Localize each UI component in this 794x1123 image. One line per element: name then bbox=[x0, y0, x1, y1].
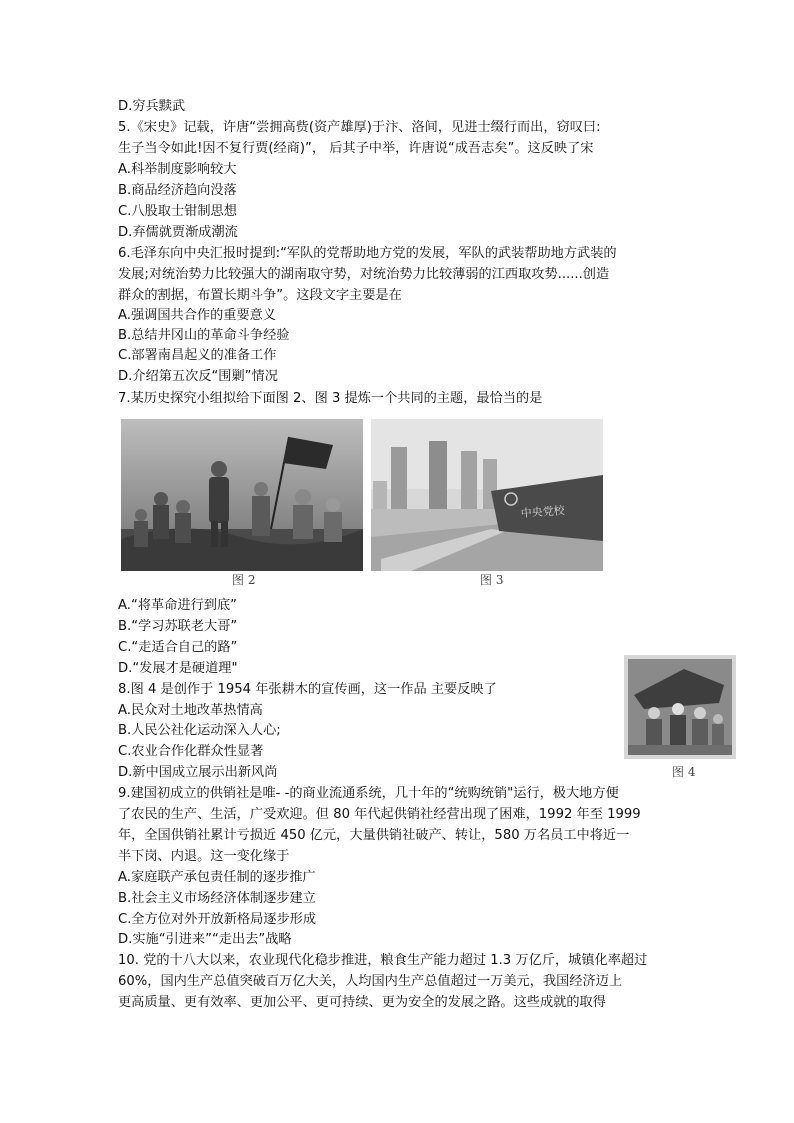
line-23: D.新中国成立展示出新风尚 bbox=[118, 765, 278, 780]
line-19: 8.图 4 是创作于 1954 年张耕木的宣传画，这一作品 主要反映了 bbox=[118, 682, 497, 697]
line-11: B.总结井冈山的革命斗争经验 bbox=[118, 328, 290, 343]
line-27: 半下岗、内退。这一变化缘于 bbox=[118, 849, 290, 864]
line-33: 60%，国内生产总值突破百万亿大关，人均国内生产总值超过一万美元，我国经济迈上 bbox=[118, 974, 623, 989]
line-7: 6.毛泽东向中央汇报时提到:“军队的党帮助地方党的发展，军队的武装帮助地方武装的 bbox=[118, 246, 617, 261]
figure-4-caption: 图 4 bbox=[672, 765, 696, 779]
figure-3-image bbox=[371, 419, 603, 571]
figure-2-painting bbox=[121, 419, 363, 571]
line-1: 5.《宋史》记载，许唐“尝拥高赀(资产雄厚)于汴、洛间，见进士缀行而出，窃叹曰: bbox=[118, 120, 601, 135]
line-6: D.弃儒就贾渐成潮流 bbox=[118, 225, 238, 240]
line-12: C.部署南昌起义的准备工作 bbox=[118, 348, 277, 363]
line-2: 生子当令如此!因不复行贾(经商)”， 后其子中举，许唐说“成吾志矣”。这反映了宋 bbox=[118, 141, 594, 156]
line-22: C.农业合作化群众性显著 bbox=[118, 744, 264, 759]
figure-3-sign-text: 中央党校 bbox=[520, 503, 566, 520]
line-20: A.民众对土地改革热情高 bbox=[118, 703, 263, 718]
line-21: B.人民公社化运动深入人心; bbox=[118, 723, 281, 738]
line-29: B.社会主义市场经济体制逐步建立 bbox=[118, 891, 316, 906]
line-34: 更高质量、更有效率、更加公平、更可持续、更为安全的发展之路。这些成就的取得 bbox=[118, 995, 606, 1010]
figure-4-poster bbox=[624, 655, 736, 759]
line-30: C.全方位对外开放新格局逐步形成 bbox=[118, 912, 317, 927]
figure-3-caption: 图 3 bbox=[480, 573, 504, 587]
line-0: D.穷兵黩武 bbox=[118, 99, 186, 114]
line-17: C.“走适合自己的路” bbox=[118, 640, 238, 655]
line-9: 群众的割据，布置长期斗争”。这段文字主要是在 bbox=[118, 288, 402, 303]
line-15: A.“将革命进行到底” bbox=[118, 598, 237, 613]
line-28: A.家庭联产承包责任制的逐步推广 bbox=[118, 870, 316, 885]
line-8: 发展;对统治势力比较强大的湖南取守势，对统治势力比较薄弱的江西取攻势......创造 bbox=[118, 267, 610, 282]
line-14: 7.某历史探究小组拟给下面图 2、图 3 提炼一个共同的主题，最恰当的是 bbox=[118, 391, 543, 406]
figure-2-image bbox=[121, 419, 363, 571]
line-16: B.“学习苏联老大哥” bbox=[118, 619, 238, 634]
line-18: D.“发展才是硬道理" bbox=[118, 661, 238, 676]
line-5: C.八股取士钳制思想 bbox=[118, 204, 237, 219]
line-4: B.商品经济趋向没落 bbox=[118, 183, 237, 198]
line-25: 了农民的生产、生活，广受欢迎。但 80 年代起供销社经营出现了困难，1992 年至 1999 bbox=[118, 807, 641, 822]
figure-3-photo bbox=[371, 419, 603, 571]
line-3: A.科举制度影响较大 bbox=[118, 162, 237, 177]
line-26: 年，全国供销社累计亏损近 450 亿元，大量供销社破产、转让，580 万名员工中将近一 bbox=[118, 828, 630, 843]
line-13: D.介绍第五次反“围剿”情况 bbox=[118, 369, 278, 384]
line-32: 10. 党的十八大以来，农业现代化稳步推进，粮食生产能力超过 1.3 万亿斤，城镇化率超过 bbox=[118, 953, 648, 968]
line-24: 9.建国初成立的供销社是唯- -的商业流通系统，几十年的“统购统销"运行，极大地方便 bbox=[118, 786, 619, 801]
line-10: A.强调国共合作的重要意义 bbox=[118, 308, 277, 323]
figure-4-image bbox=[624, 655, 736, 759]
figure-2-caption: 图 2 bbox=[232, 573, 256, 587]
line-31: D.实施“引进来”“走出去”战略 bbox=[118, 932, 292, 947]
